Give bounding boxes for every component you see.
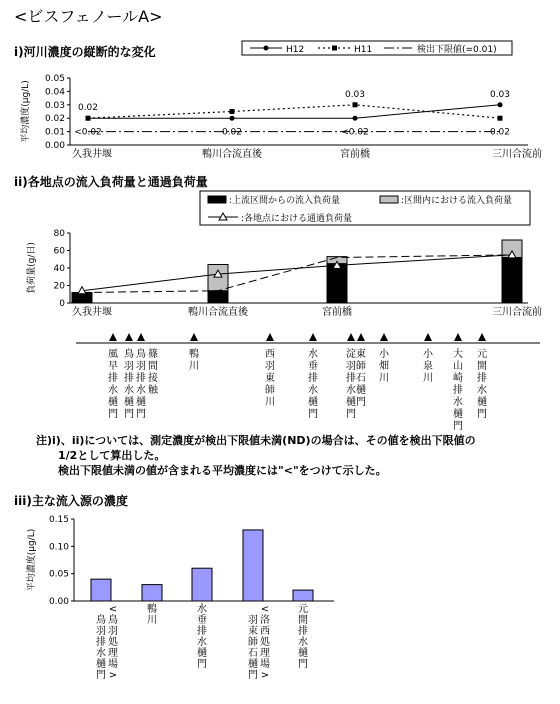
chart1-y-tick-label: 0.03	[44, 100, 65, 111]
inflow-marker-label: 風早排水樋門	[108, 349, 118, 420]
inflow-marker-triangle	[380, 333, 388, 341]
inflow-marker-triangle	[357, 333, 365, 341]
chart1-h12-data-label: 0.03	[489, 89, 511, 100]
chart1-y-axis-label: 平均濃度(μg/L)	[21, 80, 31, 143]
chart1-h12-point	[86, 116, 91, 121]
chart3-category-label: 元開排水樋門	[298, 604, 308, 670]
chart2-legend-upstream-swatch	[208, 196, 226, 203]
chart2-legend-inner-label: :区間内における流入負荷量	[401, 196, 513, 206]
chart2-y-tick-label: 20	[53, 281, 65, 292]
chart1-legend-dl-label: 検出下限値(=0.01)	[417, 45, 497, 55]
inflow-marker-label: 大山崎排水樋門	[453, 349, 463, 432]
inflow-marker-label: 淀羽排水樋門	[346, 349, 356, 420]
chart1-y-tick-label: 0.04	[44, 87, 65, 98]
inflow-marker-label: 東師石樋門	[356, 349, 366, 408]
chart2-bar-upstream	[502, 258, 522, 304]
chart3-bar	[91, 579, 111, 601]
chart3-bar	[192, 568, 212, 601]
inflow-marker-label: 水垂排水樋門	[308, 349, 318, 420]
chart1-series-h11	[88, 105, 500, 118]
chart2-x-tick-label: 久我井堰	[72, 307, 112, 318]
chart1-nd-data-label: 0.02	[221, 127, 243, 138]
chart3-bar	[142, 585, 162, 601]
chart1-legend-h11-marker	[332, 46, 337, 51]
page-title: <ビスフェノールA>	[14, 7, 163, 26]
inflow-marker-triangle	[478, 333, 486, 341]
chart3-category-label: 羽束師石樋門	[248, 615, 258, 681]
note-line1: 注)i)、ii)については、測定濃度が検出下限値未満(ND)の場合は、その値を検出下限値の	[36, 434, 476, 447]
chart3-bar	[293, 590, 313, 601]
chart1-h12-point	[353, 116, 358, 121]
inflow-marker-label: 鳥羽排水樋門	[136, 349, 146, 420]
chart2-x-tick-label: 三川合流前	[492, 307, 542, 318]
chart1-nd-data-label: <0.02	[341, 127, 369, 138]
section1-title: i)河川濃度の縦断的な変化	[14, 45, 156, 59]
chart2-legend-pass-label: :各地点における通過負荷量	[241, 214, 353, 224]
inflow-marker-label: 篠間接触	[148, 349, 158, 396]
inflow-marker-triangle	[190, 333, 198, 341]
chart1-y-tick-label: 0.01	[44, 127, 65, 138]
chart2-dashed-line	[82, 255, 512, 293]
chart1-x-tick-label: 鴨川合流直後	[202, 149, 262, 160]
chart1-y-tick-label: 0.05	[44, 74, 65, 84]
chart2-legend-inner-swatch	[380, 196, 398, 203]
chart2-y-tick-label: 80	[53, 229, 65, 239]
chart3-source-concentration	[25, 515, 334, 681]
chart2-y-tick-label: 0	[59, 299, 65, 309]
chart1-h12-point	[498, 102, 503, 107]
chart1-y-tick-label: 0.02	[44, 114, 65, 125]
chart1-x-tick-label: 久我井堰	[72, 149, 112, 160]
section2-title: ii)各地点の流入負荷量と通過負荷量	[14, 175, 208, 189]
note-line2: 1/2として算出した。	[58, 449, 166, 462]
inflow-marker-triangle	[125, 333, 133, 341]
chart1-nd-data-label: <0.02	[74, 127, 102, 138]
chart1-h11-point	[498, 116, 503, 121]
chart1-series-h12	[88, 105, 500, 118]
chart1-h11-point	[353, 102, 358, 107]
inflow-marker-triangle	[347, 333, 355, 341]
inflow-marker-triangle	[454, 333, 462, 341]
chart1-h12-point	[230, 116, 235, 121]
chart2-y-axis-label: 負荷量(g/日)	[27, 242, 37, 294]
inflow-marker-triangle	[109, 333, 117, 341]
chart1-y-tick-label: 0.00	[44, 141, 65, 151]
inflow-marker-label: 鳥羽排水樋門	[124, 349, 134, 420]
section3-title: iii)主な流入源の濃度	[14, 494, 128, 508]
chart3-category-label: <洛西処理場>	[260, 604, 270, 681]
chart3-y-tick-label: 0.00	[48, 597, 69, 607]
chart3-category-label: 鳥羽排水樋門	[96, 615, 106, 681]
chart2-x-tick-label: 宮前橋	[322, 307, 352, 318]
chart1-h11-point	[230, 109, 235, 114]
inflow-marker-triangle	[309, 333, 317, 341]
chart1-legend-h11-label: H11	[354, 45, 373, 55]
chart2-x-tick-label: 鴨川合流直後	[188, 307, 248, 318]
chart2-y-tick-label: 40	[53, 264, 65, 274]
chart2-legend-upstream-label: :上流区間からの流入負荷量	[229, 196, 341, 206]
chart2-legend	[200, 191, 530, 225]
inflow-marker-triangle	[424, 333, 432, 341]
chart2-bar-upstream	[327, 264, 347, 303]
chart3-y-tick-label: 0.10	[48, 542, 69, 553]
chart1-h12-data-label: 0.02	[77, 103, 99, 114]
inflow-marker-label: 鴨川	[189, 349, 199, 372]
chart1-legend-h12-marker	[264, 46, 269, 51]
chart1-h11-data-label: 0.03	[344, 89, 366, 100]
chart1-legend-h12-label: H12	[286, 45, 305, 55]
chart3-y-axis-label: 平均濃度(μg/L)	[27, 528, 37, 592]
chart2-series-pass-load	[82, 255, 512, 291]
chart3-y-tick-label: 0.05	[48, 569, 69, 580]
inflow-marker-triangle	[137, 333, 145, 341]
inflow-marker-label: 元開排水樋門	[477, 349, 487, 420]
inflow-marker-label: 小畑川	[379, 349, 389, 384]
chart2-loads	[25, 191, 542, 318]
inflow-marker-label: 西羽東師川	[265, 349, 275, 408]
chart1-nd-data-label: 0.02	[489, 127, 511, 138]
inflow-markers	[76, 333, 540, 432]
inflow-marker-triangle	[266, 333, 274, 341]
chart1-legend	[242, 41, 512, 55]
chart2-bar-upstream	[208, 291, 228, 303]
chart3-category-label: 鴨川	[147, 604, 157, 626]
note-line3: 検出下限値未満の値が含まれる平均濃度には"<"をつけて示した。	[58, 464, 387, 477]
chart3-category-label: 水垂排水樋門	[197, 604, 207, 670]
chart3-bar	[243, 530, 263, 601]
inflow-marker-label: 小泉川	[423, 349, 433, 384]
chart1-x-tick-label: 宮前橋	[340, 149, 370, 160]
chart2-y-tick-label: 60	[53, 246, 65, 257]
chart3-y-tick-label: 0.15	[48, 515, 69, 525]
chart1-x-tick-label: 三川合流前	[492, 149, 542, 160]
chart3-category-label: <鳥羽処理場>	[108, 604, 118, 681]
